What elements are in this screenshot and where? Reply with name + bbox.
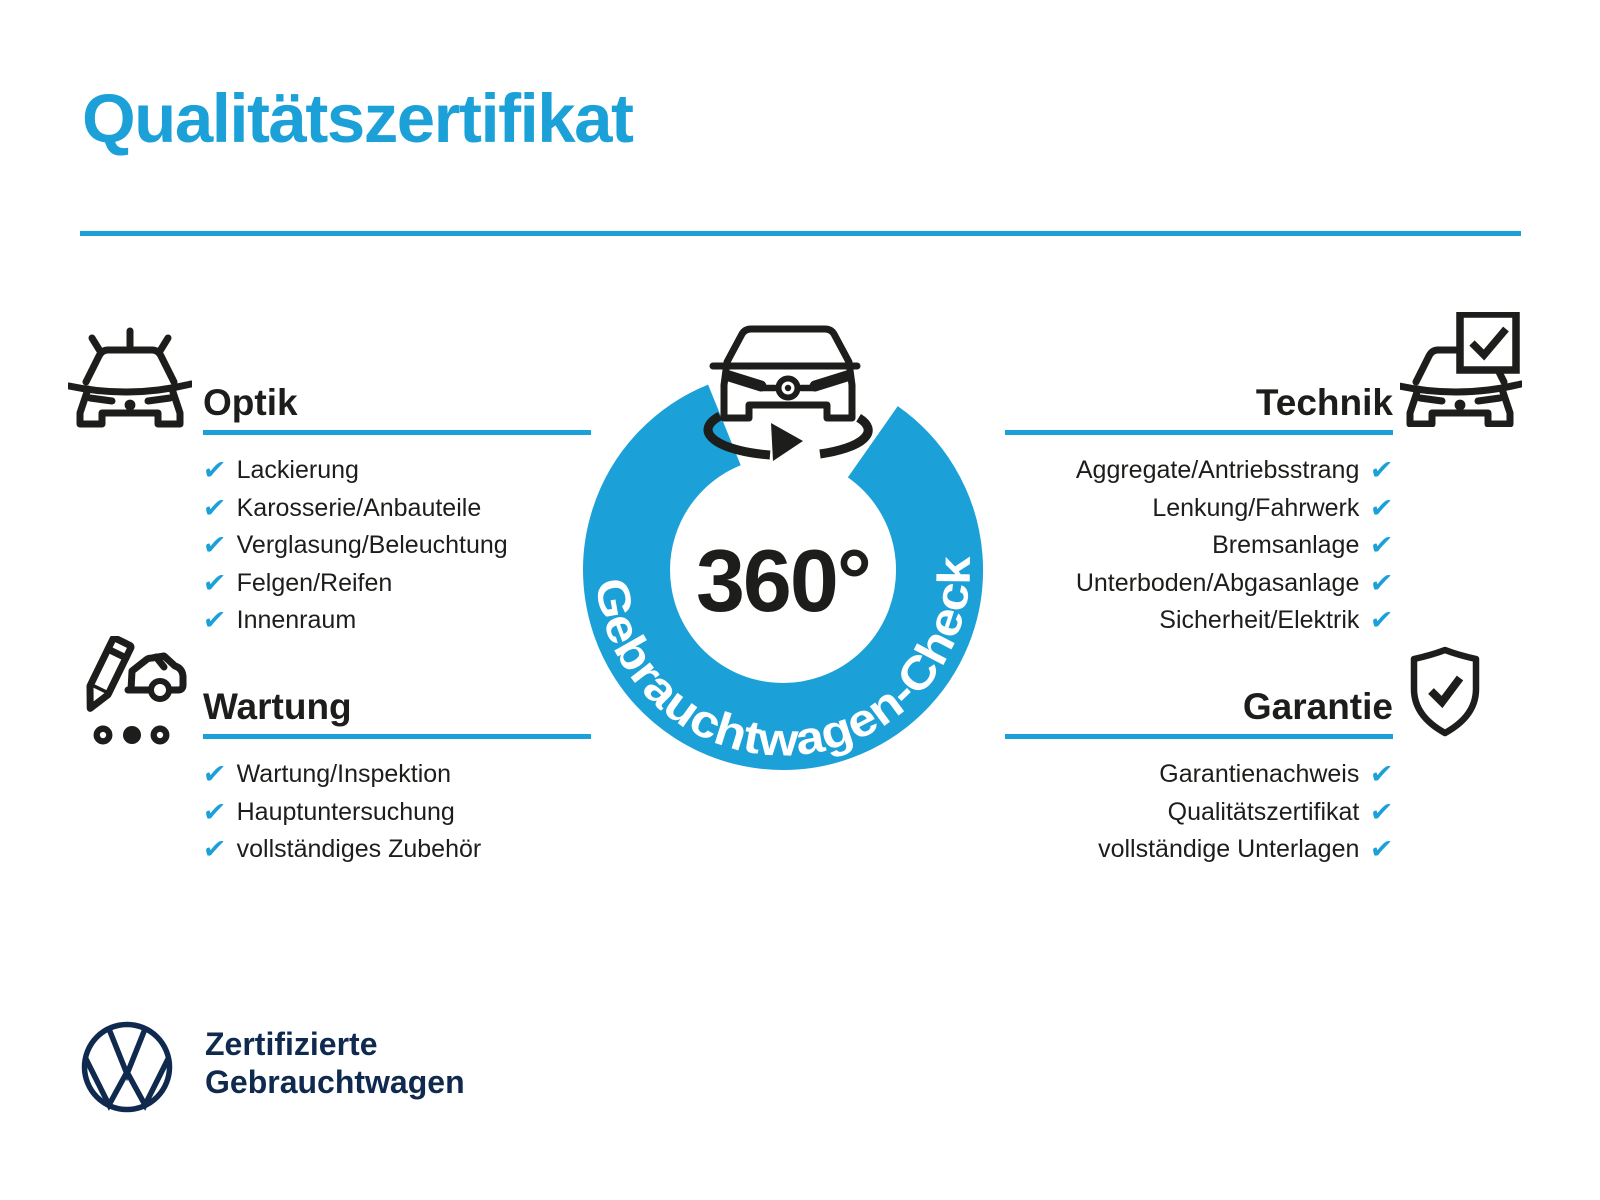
checklist-item xyxy=(203,490,591,528)
checklist-wartung xyxy=(203,756,591,869)
badge-degree-label: 360° xyxy=(695,531,871,630)
check-icon: ✔ xyxy=(201,834,228,866)
section-garantie xyxy=(1005,688,1393,869)
check-icon: ✔ xyxy=(1368,567,1395,599)
checklist-item-label: Verglasung/Beleuchtung xyxy=(236,531,508,560)
section-optik xyxy=(203,384,591,640)
checklist-item-label: vollständiges Zubehör xyxy=(236,835,482,864)
brand-claim xyxy=(205,1026,465,1101)
checklist-item xyxy=(203,565,591,603)
checklist-item-label: Aggregate/Antriebsstrang xyxy=(1075,456,1360,485)
checklist-item-label: Qualitätszertifikat xyxy=(1167,797,1360,826)
checklist-item xyxy=(203,602,591,640)
checklist-item-label: Lackierung xyxy=(236,456,359,485)
check-icon: ✔ xyxy=(1368,530,1395,562)
section-title-optik: Optik xyxy=(203,382,298,423)
check-icon: ✔ xyxy=(201,759,228,791)
check-icon: ✔ xyxy=(201,796,228,828)
checklist-item-label: vollständige Unterlagen xyxy=(1098,835,1360,864)
checklist-optik xyxy=(203,452,591,640)
section-underline xyxy=(203,734,591,739)
pencil-car-checklist-icon xyxy=(70,636,190,748)
checklist-item-label: Karosserie/Anbauteile xyxy=(236,493,482,522)
brand-claim-line2: Gebrauchtwagen xyxy=(205,1063,465,1100)
shield-check-icon xyxy=(1408,646,1482,738)
checklist-item xyxy=(203,831,591,869)
check-icon: ✔ xyxy=(1368,796,1395,828)
car-front-rotation-icon xyxy=(708,329,868,461)
vw-logo xyxy=(80,1020,174,1114)
section-wartung xyxy=(203,688,591,869)
checklist-item-label: Bremsanlage xyxy=(1212,531,1360,560)
section-title-technik: Technik xyxy=(1255,382,1393,423)
check-icon: ✔ xyxy=(201,567,228,599)
title-divider xyxy=(80,231,1521,236)
badge-360-check xyxy=(540,285,1020,805)
checklist-item-label: Lenkung/Fahrwerk xyxy=(1152,493,1360,522)
section-underline xyxy=(203,430,591,435)
checklist-item-label: Wartung/Inspektion xyxy=(236,760,452,789)
checklist-item xyxy=(1005,490,1393,528)
checklist-item-label: Garantienachweis xyxy=(1159,760,1360,789)
check-icon: ✔ xyxy=(201,492,228,524)
checklist-item xyxy=(203,794,591,832)
checklist-technik xyxy=(1005,452,1393,640)
car-checkbox-icon xyxy=(1400,312,1522,427)
checklist-item-label: Hauptuntersuchung xyxy=(236,797,455,826)
check-icon: ✔ xyxy=(201,530,228,562)
section-underline xyxy=(1005,430,1393,435)
checklist-item xyxy=(1005,602,1393,640)
checklist-item xyxy=(203,527,591,565)
checklist-item-label: Unterboden/Abgasanlage xyxy=(1075,568,1360,597)
checklist-item xyxy=(1005,831,1393,869)
checklist-item xyxy=(1005,527,1393,565)
checklist-item xyxy=(1005,452,1393,490)
checklist-item-label: Innenraum xyxy=(236,606,357,635)
checklist-item xyxy=(203,756,591,794)
check-icon: ✔ xyxy=(1368,455,1395,487)
section-underline xyxy=(1005,734,1393,739)
badge-ring-label: Gebrauchtwagen-Check xyxy=(585,558,980,766)
checklist-item-label: Sicherheit/Elektrik xyxy=(1159,606,1360,635)
check-icon: ✔ xyxy=(1368,834,1395,866)
checklist-item xyxy=(203,452,591,490)
checklist-item-label: Felgen/Reifen xyxy=(236,568,393,597)
section-title-wartung: Wartung xyxy=(203,686,352,727)
check-icon: ✔ xyxy=(201,455,228,487)
checklist-item xyxy=(1005,565,1393,603)
checklist-item xyxy=(1005,794,1393,832)
shiny-car-icon xyxy=(68,325,192,429)
check-icon: ✔ xyxy=(1368,492,1395,524)
checklist-garantie xyxy=(1005,756,1393,869)
page-title: Qualitätszertifikat xyxy=(82,80,633,157)
section-technik xyxy=(1005,384,1393,640)
check-icon: ✔ xyxy=(201,605,228,637)
check-icon: ✔ xyxy=(1368,605,1395,637)
check-icon: ✔ xyxy=(1368,759,1395,791)
brand-claim-line1: Zertifizierte xyxy=(205,1026,378,1062)
checklist-item xyxy=(1005,756,1393,794)
section-title-garantie: Garantie xyxy=(1242,686,1393,727)
